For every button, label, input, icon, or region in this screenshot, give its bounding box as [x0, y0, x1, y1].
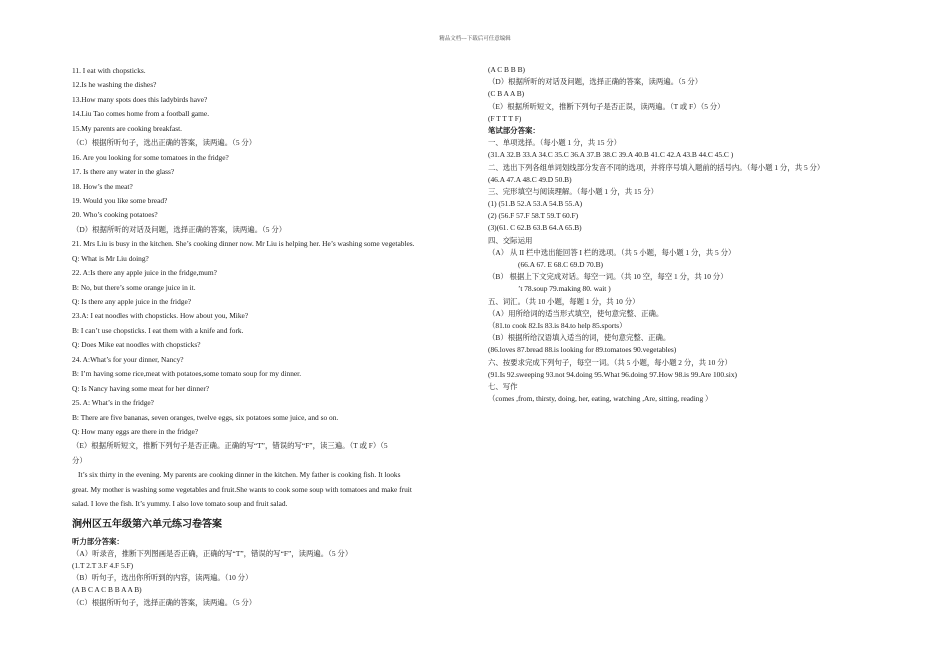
script-line: B: I can’t use chopsticks. I eat them with a knife and fork. [72, 325, 244, 335]
answer-line: （A）听录音，推断下列图画是否正确，正确的写“T”，错误的写“F”，读两遍。（5 分） [72, 548, 353, 558]
answer-line: （B）听句子，选出你所听到的内容，读两遍。（10 分） [72, 573, 253, 583]
answer-line: (86.loves 87.bread 88.is looking for 89.tomatoes 90.vegetables) [488, 345, 677, 355]
script-line: B: I’m having some rice,meat with potatoes,some tomato soup for my dinner. [72, 369, 302, 379]
answer-line: （C）根据所听句子，选择正确的答案，读两遍。（5 分） [72, 597, 257, 607]
answer-line: (91.Is 92.sweeping 93.not 94.doing 95.What 96.doing 97.How 98.is 99.Are 100.six) [488, 369, 738, 379]
answer-line: （81.to cook 82.Is 83.is 84.to help 85.sports） [488, 320, 627, 330]
answer-line: (66.A 67. E 68.C 69.D 70.B) [518, 260, 603, 269]
script-line: 14.Liu Tao comes home from a football game. [72, 109, 210, 119]
script-line: 22. A:Is there any apple juice in the fridge,mum? [72, 268, 217, 278]
answer-line: (1) (51.B 52.A 53.A 54.B 55.A) [488, 199, 583, 209]
script-line: 15.My parents are cooking breakfast. [72, 123, 183, 133]
answer-line: （B） 根据上下文完成对话。每空一词。（共 10 空，每空 1 分，共 10 分） [488, 272, 728, 282]
answer-line: 五、词汇。（共 10 小题，每题 1 分，共 10 分） [488, 296, 640, 306]
script-line: 17. Is there any water in the glass? [72, 167, 175, 177]
script-line: Q: Is Nancy having some meat for her dinner? [72, 383, 210, 393]
script-line: （C）根据所听句子，选出正确的答案，读两遍。（5 分） [72, 138, 257, 148]
script-line: （D）根据所听的对话及问题，选择正确的答案，读两遍。（5 分） [72, 224, 287, 234]
script-line: 25. A: What’s in the fridge? [72, 398, 154, 408]
answer-line: (46.A 47.A 48.C 49.D 50.B) [488, 174, 572, 184]
answer-line: 三、完形填空与阅读理解。（每小题 1 分，共 15 分） [488, 186, 658, 196]
script-line: 24. A:What’s for your dinner, Nancy? [72, 354, 184, 364]
listening-script [72, 64, 464, 468]
script-line: 16. Are you looking for some tomatoes in the fridge? [72, 152, 229, 162]
answer-line: (1.T 2.T 3.F 4.F 5.F) [72, 560, 134, 570]
answer-line: (31.A 32.B 33.A 34.C 35.C 36.A 37.B 38.C 39.A 40.B 41.C 42.A 43.B 44.C 45.C ) [488, 150, 734, 160]
script-line: B: There are five bananas, seven oranges, twelve eggs, six potatoes some juice, and so on. [72, 412, 339, 422]
answer-line: 二、选出下列各组单词划线部分发音不同的选项，并将序号填入题前的括号内。（每小题 1 分，共 5 分） [488, 162, 825, 172]
script-line: B: No, but there’s some orange juice in it. [72, 282, 196, 292]
answer-line: (3)(61. C 62.B 63.B 64.A 65.B) [488, 223, 582, 233]
answer-line: 听力部分答案： [72, 536, 124, 546]
script-line: 19. Would you like some bread? [72, 195, 168, 205]
passage-paragraph [72, 468, 464, 511]
answer-line: 七、写作 [488, 381, 518, 391]
passage-line: salad. I love the fish. It’s yummy. I also love tomato soup and fruit salad. [72, 499, 288, 509]
right-column [488, 64, 888, 405]
script-line: Q: What is Mr Liu doing? [72, 253, 149, 263]
script-line: 18. How’s the meat? [72, 181, 133, 191]
answer-line: 六、按要求完成下列句子，每空一词。（共 5 小题，每小题 2 分，共 10 分） [488, 357, 732, 367]
passage-line: great. My mother is washing some vegetables and fruit.She wants to cook some soup with tomatoes and make fruit [72, 484, 412, 494]
script-line: 分） [72, 455, 87, 465]
script-line: 20. Who’s cooking potatoes? [72, 210, 158, 220]
answer-line: (F T T T F) [488, 113, 522, 123]
answer-title: 涧州区五年级第六单元练习卷答案 [72, 518, 222, 530]
answer-line: (A B C A C B B A A B) [72, 585, 142, 595]
answer-line: （A） 从 II 栏中选出能回答 I 栏的选项。（共 5 小题，每小题 1 分，共 5 分） [488, 247, 736, 257]
listening-answers [72, 536, 464, 609]
script-line: Q: How many eggs are there in the fridge? [72, 426, 199, 436]
script-line: Q: Does Mike eat noodles with chopsticks? [72, 340, 201, 350]
answer-line: （comes ,from, thirsty, doing, her, eating, watching ,Are, sitting, reading ） [488, 394, 713, 404]
answer-line: (C B A A B) [488, 89, 525, 99]
answer-line: ’t 78.soup 79.making 80. wait ) [518, 284, 611, 294]
left-column [72, 64, 464, 609]
answer-line: （D）根据所听的对话及问题，选择正确的答案，读两遍。（5 分） [488, 77, 703, 87]
answer-line: (A C B B B) [488, 65, 525, 74]
page-header: 精品文档---下载后可任意编辑 [439, 36, 511, 42]
script-line: （E）根据所听短文，推断下列句子是否正确。正确的写“T”，错误的写“F”，读三遍。（T 或 F）（5 [72, 441, 388, 451]
answer-line: 四、交际运用 [488, 235, 533, 245]
answer-line: 笔试部分答案： [488, 125, 540, 135]
answer-line: （A）用所给词的适当形式填空，使句意完整、正确。 [488, 308, 664, 318]
script-line: 21. Mrs Liu is busy in the kitchen. She’s cooking dinner now. Mr Liu is helping her. He’s washing some vegetables. [72, 239, 415, 249]
answer-line: (2) (56.F 57.F 58.T 59.T 60.F) [488, 211, 579, 221]
script-line: 23.A: I eat noodles with chopsticks. How about you, Mike? [72, 311, 249, 321]
written-answers [488, 64, 888, 405]
answer-line: （B）根据所给汉语填入适当的词，使句意完整、正确。 [488, 333, 671, 343]
script-line: Q: Is there any apple juice in the fridge? [72, 297, 192, 306]
script-line: 13.How many spots does this ladybirds have? [72, 94, 208, 104]
answer-line: 一、单项选择。（每小题 1 分，共 15 分） [488, 138, 622, 148]
script-line: 12.Is he washing the dishes? [72, 80, 157, 90]
script-line: 11. I eat with chopsticks. [72, 66, 146, 75]
passage-line: It’s six thirty in the evening. My parents are cooking dinner in the kitchen. My father is cooking fish. It looks [78, 470, 401, 480]
answer-line: （E）根据所听短文，推断下列句子是否正误，读两遍。（T 或 F）（5 分） [488, 101, 725, 111]
